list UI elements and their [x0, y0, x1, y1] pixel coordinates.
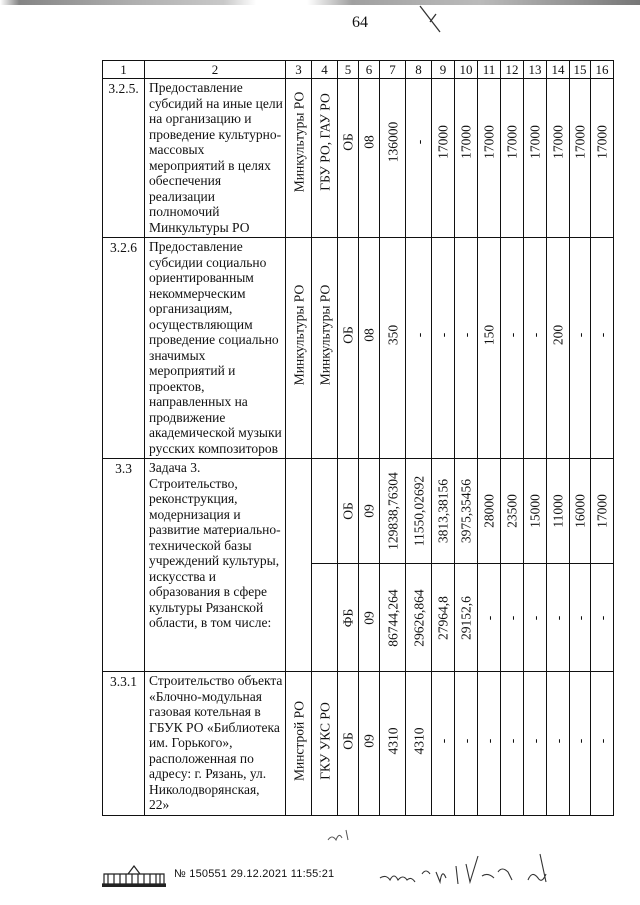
- scan-top-edge: [0, 0, 640, 5]
- header-col-16: 16: [591, 61, 614, 79]
- row-code: 3.2.5.: [103, 79, 145, 238]
- cell-year-value: 17000: [570, 79, 591, 238]
- cell-year-value: 150: [478, 238, 501, 459]
- header-col-10: 10: [455, 61, 478, 79]
- cell-responsible: [286, 459, 312, 672]
- cell-year-value: -: [524, 238, 547, 459]
- cell-year-value: 28000: [478, 459, 501, 564]
- table-row: [103, 459, 614, 564]
- cell-budget-source: ФБ: [338, 564, 359, 672]
- cell-year-value: 17000: [432, 79, 455, 238]
- building-stamp-icon: [98, 862, 170, 888]
- cell-year-value: -: [455, 238, 478, 459]
- cell-year-value: -: [570, 238, 591, 459]
- table-row: [103, 238, 614, 459]
- cell-year-value: -: [478, 672, 501, 816]
- cell-year-value: -: [406, 79, 432, 238]
- row-code: 3.3: [103, 459, 145, 672]
- cell-year-value: 16000: [570, 459, 591, 564]
- cell-year-value: -: [501, 672, 524, 816]
- cell-budget-code: 08: [359, 238, 380, 459]
- cell-year-value: -: [591, 672, 614, 816]
- cell-year-value: 3975,35456: [455, 459, 478, 564]
- cell-budget-source: ОБ: [338, 459, 359, 564]
- cell-year-value: 17000: [547, 79, 570, 238]
- cell-year-value: 11550,02692: [406, 459, 432, 564]
- cell-year-value: 3813,38156: [432, 459, 455, 564]
- row-code: 3.2.6: [103, 238, 145, 459]
- cell-year-value: -: [547, 672, 570, 816]
- header-col-15: 15: [570, 61, 591, 79]
- cell-responsible: Минкультуры РО: [286, 79, 312, 238]
- cell-year-value: 4310: [406, 672, 432, 816]
- cell-responsible: Минкультуры РО: [286, 238, 312, 459]
- doc-number: № 150551: [174, 868, 228, 880]
- cell-responsible: Минстрой РО: [286, 672, 312, 816]
- cell-executor: ГКУ УКС РО: [312, 672, 338, 816]
- cell-year-value: -: [524, 564, 547, 672]
- cell-budget-source: ОБ: [338, 672, 359, 816]
- cell-year-value: -: [501, 564, 524, 672]
- table-row: [103, 79, 614, 238]
- cell-year-value: -: [432, 672, 455, 816]
- cell-year-value: 17000: [501, 79, 524, 238]
- cell-total: 129838,76304: [380, 459, 406, 564]
- header-col-2: 2: [145, 61, 286, 79]
- table-row: [103, 672, 614, 816]
- header-col-6: 6: [359, 61, 380, 79]
- cell-year-value: -: [455, 672, 478, 816]
- cell-budget-code: 09: [359, 672, 380, 816]
- cell-year-value: -: [406, 238, 432, 459]
- header-col-7: 7: [380, 61, 406, 79]
- header-col-8: 8: [406, 61, 432, 79]
- cell-executor: [312, 459, 338, 564]
- cell-year-value: 17000: [591, 79, 614, 238]
- cell-year-value: 11000: [547, 459, 570, 564]
- cell-year-value: -: [501, 238, 524, 459]
- cell-year-value: -: [570, 672, 591, 816]
- cell-executor: [312, 564, 338, 672]
- header-col-12: 12: [501, 61, 524, 79]
- header-col-5: 5: [338, 61, 359, 79]
- cell-year-value: -: [570, 564, 591, 672]
- cell-year-value: 23500: [501, 459, 524, 564]
- cell-year-value: 27964,8: [432, 564, 455, 672]
- pen-stroke-mark: [416, 4, 446, 36]
- header-col-13: 13: [524, 61, 547, 79]
- cell-year-value: -: [591, 564, 614, 672]
- header-col-3: 3: [286, 61, 312, 79]
- header-col-4: 4: [312, 61, 338, 79]
- cell-budget-source: ОБ: [338, 238, 359, 459]
- cell-year-value: -: [524, 672, 547, 816]
- row-description: Задача 3. Строительство, реконструкция, модернизация и развитие материально-технической базы учреждений культуры, искусства и образования в сфере культуры Рязанской области, в том числе:: [145, 459, 286, 672]
- cell-year-value: 29152,6: [455, 564, 478, 672]
- header-col-9: 9: [432, 61, 455, 79]
- row-description: Предоставление субсидий на иные цели на организацию и проведение культурно-массовых мероприятий в целях обеспечения реализации полномочий Минкультуры РО: [145, 79, 286, 238]
- cell-year-value: -: [478, 564, 501, 672]
- cell-budget-source: ОБ: [338, 79, 359, 238]
- header-col-14: 14: [547, 61, 570, 79]
- cell-year-value: 15000: [524, 459, 547, 564]
- cell-year-value: 17000: [455, 79, 478, 238]
- row-code: 3.3.1: [103, 672, 145, 816]
- cell-total: 136000: [380, 79, 406, 238]
- cell-budget-code: 09: [359, 459, 380, 564]
- cell-year-value: 17000: [524, 79, 547, 238]
- cell-budget-code: 08: [359, 79, 380, 238]
- cell-total: 350: [380, 238, 406, 459]
- cell-executor: Минкультуры РО: [312, 238, 338, 459]
- cell-total: 4310: [380, 672, 406, 816]
- header-col-1: 1: [103, 61, 145, 79]
- row-description: Строительство объекта «Блочно-модульная газовая котельная в ГБУК РО «Библиотека им. Горького», расположенная по адресу: г. Рязань, ул. Николодворянская, 22»: [145, 672, 286, 816]
- header-col-11: 11: [478, 61, 501, 79]
- program-activities-table: [102, 60, 614, 816]
- cell-budget-code: 09: [359, 564, 380, 672]
- cell-year-value: 17000: [591, 459, 614, 564]
- document-registration-stamp: [174, 868, 334, 880]
- row-description: Предоставление субсидии социально ориентированным некоммерческим организациям, осуществляющим проведение социально значимых мероприятий и проектов, направленных на продвижение академической музыки русских композиторов: [145, 238, 286, 459]
- cell-year-value: -: [591, 238, 614, 459]
- cell-executor: ГБУ РО, ГАУ РО: [312, 79, 338, 238]
- page-number: 64: [352, 14, 368, 31]
- handwritten-mark: [326, 826, 356, 846]
- cell-year-value: 200: [547, 238, 570, 459]
- cell-year-value: 17000: [478, 79, 501, 238]
- cell-year-value: -: [432, 238, 455, 459]
- doc-timestamp: 29.12.2021 11:55:21: [230, 868, 335, 880]
- handwritten-signature: [378, 844, 578, 896]
- header-row: [103, 61, 614, 79]
- cell-year-value: 29626,864: [406, 564, 432, 672]
- cell-year-value: -: [547, 564, 570, 672]
- cell-total: 86744,264: [380, 564, 406, 672]
